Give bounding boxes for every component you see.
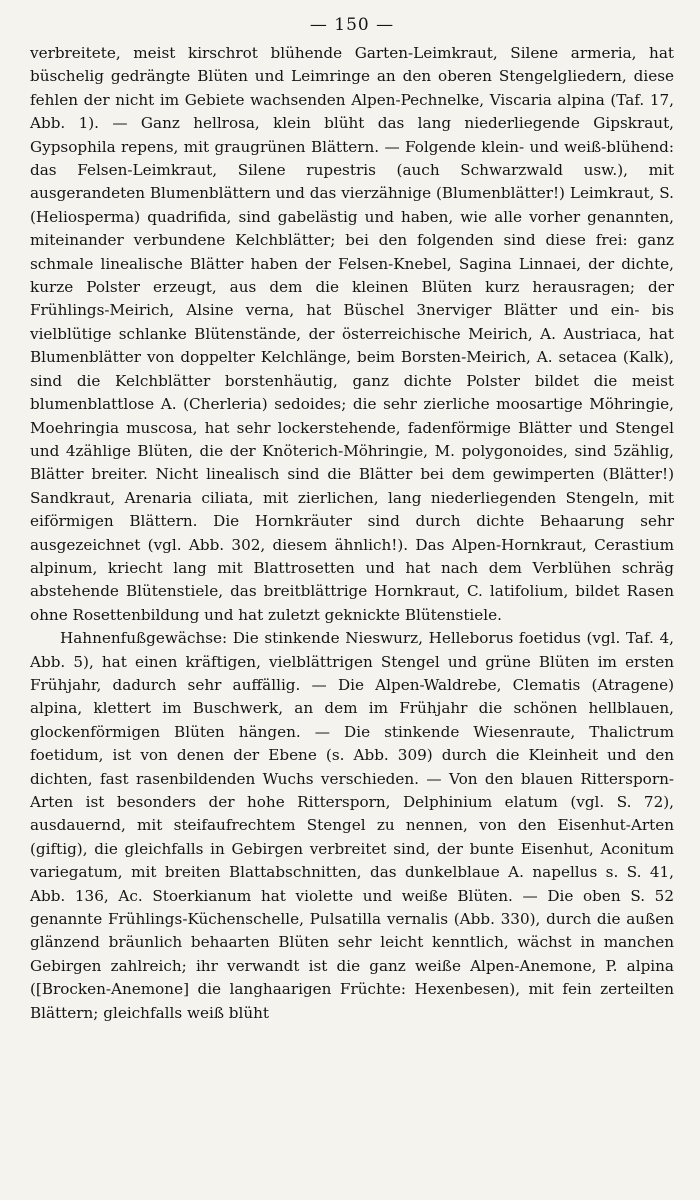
paragraph-ranunculaceae: Hahnenfußgewächse: Die stinkende Nieswurz, Helleborus foetidus (vgl. Taf. 4, Abb. 5), hat einen kräftigen, vielblättrigen Stengel und grüne Blüten im ersten Frühjahr, dadurch sehr auffällig. — Die Alpen-Waldrebe, Clematis (Atragene) alpina, klettert im Buschwerk, an dem im Frühjahr die schönen hellblauen, glockenförmigen Blüten hängen. — Die stinkende Wiesenraute, Thalictrum foetidum, ist von denen der Ebene (s. Abb. 309) durch die Kleinheit und den dichten, fast rasenbildenden Wuchs verschieden. — Von den blauen Rittersporn-Arten ist besonders der hohe Rittersporn, Delphinium elatum (vgl. S. 72), ausdauernd, mit steifaufrechtem Stengel zu nennen, von den Eisenhut-Arten (giftig), die gleichfalls in Gebirgen verbreitet sind, der bunte Eisenhut, Aconitum variegatum, mit breiten Blattabschnitten, das dunkelblaue A. napellus s. S. 41, Abb. 136, Ac. Stoerkianum hat violette und weiße Blüten. — Die oben S. 52 genannte Frühlings-Küchenschelle, Pulsatilla vernalis (Abb. 330), durch die außen glänzend bräunlich behaarten Blüten sehr leicht kenntlich, wächst in manchen Gebirgen zahlreich; ihr verwandt ist die ganz weiße Alpen-Anemone, P. alpina ([Brocken-Anemone] die langhaarigen Früchte: Hexenbesen), mit fein zerteilten Blättern; gleichfalls weiß blüht [30,629,674,1022]
paragraph-caryophyllaceae: verbreitete, meist kirschrot blühende Garten-Leimkraut, Silene armeria, hat büschelig gedrängte Blüten und Leimringe an den oberen Stengelgliedern, diese fehlen der nicht im Gebiete wachsenden Alpen-Pechnelke, Viscaria alpina (Taf. 17, Abb. 1). — Ganz hellrosa, klein blüht das lang niederliegende Gipskraut, Gypsophila repens, mit graugrünen Blättern. — Folgende klein- und weiß-blühend: das Felsen-Leimkraut, Silene rupestris (auch Schwarzwald usw.), mit ausgerandeten Blumenblättern und das vierzähnige (Blumenblätter!) Leimkraut, S. (Heliosperma) quadrifida, sind gabelästig und haben, wie alle vorher genannten, miteinander verbundene Kelchblätter; bei den folgenden sind diese frei: ganz schmale linealische Blätter haben der Felsen-Knebel, Sagina Linnaei, der dichte, kurze Polster erzeugt, aus dem die kleinen Blüten kurz herausragen; der Frühlings-Meirich, Alsine verna, hat Büschel 3nerviger Blätter und ein- bis vielblütige schlanke Blütenstände, der österreichische Meirich, A. Austriaca, hat Blumenblätter von doppelter Kelchlänge, beim Borsten-Meirich, A. setacea (Kalk), sind die Kelchblätter borstenhäutig, ganz dichte Polster bildet die meist blumenblattlose A. (Cherleria) sedoides; die sehr zierliche moosartige Möhringie, Moehringia muscosa, hat sehr lockerstehende, fadenförmige Blätter und Stengel und 4zählige Blüten, die der Knöterich-Möhringie, M. polygonoides, sind 5zählig, Blätter breiter. Nicht linealisch sind die Blätter bei dem gewimperten (Blätter!) Sandkraut, Arenaria ciliata, mit zierlichen, lang niederliegenden Stengeln, mit eiförmigen Blättern. Die Hornkräuter sind durch dichte Behaarung sehr ausgezeichnet (vgl. Abb. 302, diesem ähnlich!). Das Alpen-Hornkraut, Cerastium alpinum, kriecht lang mit Blattrosetten und hat nach dem Verblühen schräg abstehende Blütenstiele, das breitblättrige Hornkraut, C. latifolium, bildet Rasen ohne Rosettenbildung und hat zuletzt geknickte Blütenstiele. [30,44,674,624]
page-number: — 150 — [309,15,395,35]
body-text [30,42,674,1025]
